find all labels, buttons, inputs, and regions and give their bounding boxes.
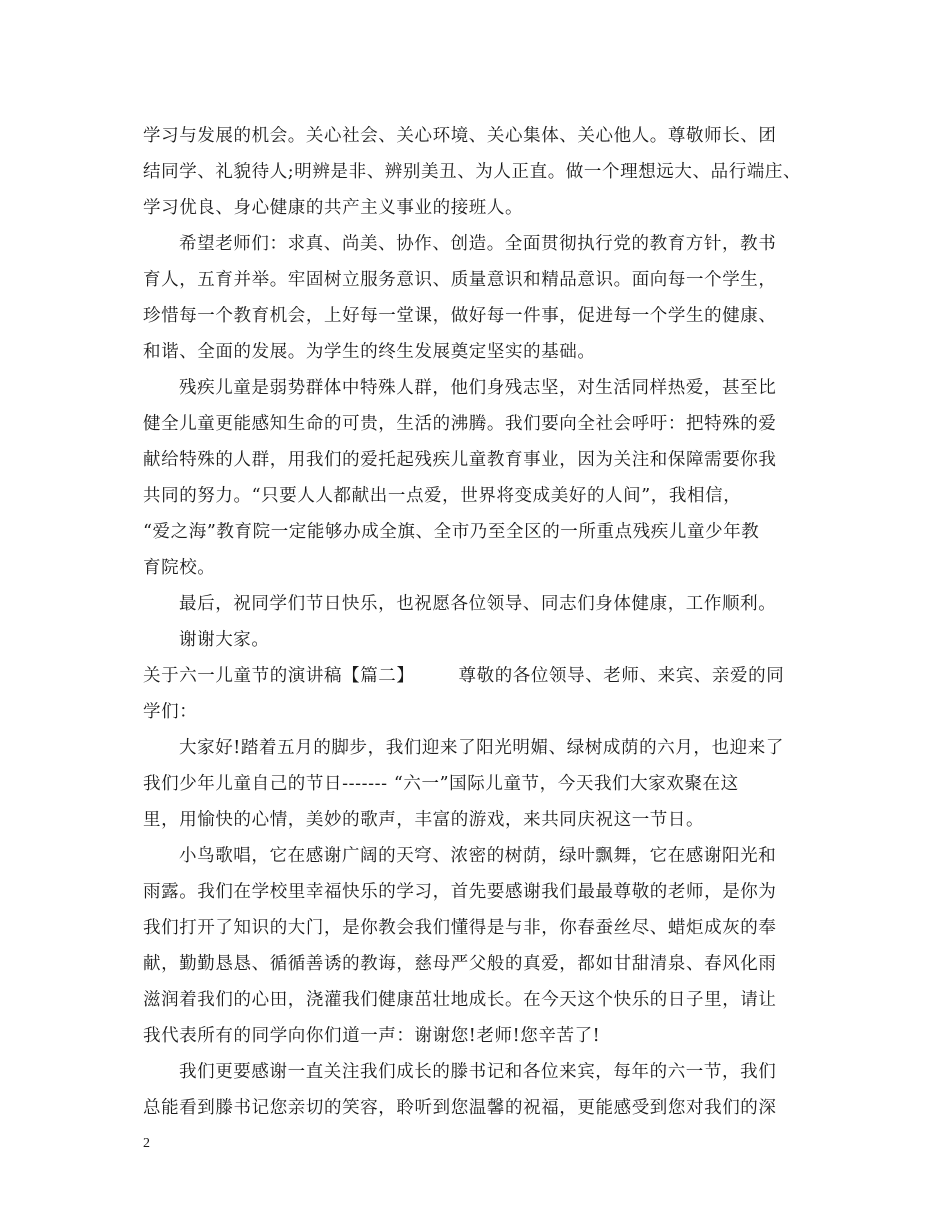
text-line: 献，勤勤恳恳、循循善诱的教诲，慈母严父般的真爱，都如甘甜清泉、春风化雨: [143, 954, 777, 974]
paragraph-start: 谢谢大家。: [179, 630, 270, 650]
document-body: [143, 118, 833, 1126]
greeting-text: 尊敬的各位领导、老师、来宾、亲爱的同: [458, 666, 785, 686]
text-line: 雨露。我们在学校里幸福快乐的学习，首先要感谢我们最最尊敬的老师，是你为: [143, 882, 777, 902]
section-title: 关于六一儿童节的演讲稿【篇二】: [143, 666, 415, 686]
text-line: 育人，五育并举。牢固树立服务意识、质量意识和精品意识。面向每一个学生，: [143, 270, 777, 290]
paragraph-start: 希望老师们：求真、尚美、协作、创造。全面贯彻执行党的教育方针，教书: [179, 234, 777, 254]
page-number: 2: [143, 1136, 150, 1151]
text-line: 我们打开了知识的大门，是你教会我们懂得是与非，你春蚕丝尽、蜡炬成灰的奉: [143, 918, 777, 938]
paragraph-start: 残疾儿童是弱势群体中特殊人群，他们身残志坚，对生活同样热爱，甚至比: [179, 378, 777, 398]
text-line: 献给特殊的人群，用我们的爱托起残疾儿童教育事业，因为关注和保障需要你我: [143, 450, 777, 470]
paragraph-start: 小鸟歌唱，它在感谢广阔的天穹、浓密的树荫，绿叶飘舞，它在感谢阳光和: [179, 846, 777, 866]
text-line: “爱之海”教育院一定能够办成全旗、全市乃至全区的一所重点残疾儿童少年教: [143, 522, 760, 542]
text-line: 滋润着我们的心田，浇灌我们健康茁壮地成长。在今天这个快乐的日子里，请让: [143, 990, 777, 1010]
text-line: 珍惜每一个教育机会，上好每一堂课，做好每一件事，促进每一个学生的健康、: [143, 306, 777, 326]
text-line: 健全儿童更能感知生命的可贵，生活的沸腾。我们要向全社会呼吁：把特殊的爱: [143, 414, 777, 434]
text-line: 和谐、全面的发展。为学生的终生发展奠定坚实的基础。: [143, 342, 596, 362]
text-line: 我们少年儿童自己的节日------- “六一”国际儿童节，今天我们大家欢聚在这: [143, 774, 739, 794]
heading-gap: [415, 658, 459, 694]
text-line: 结同学、礼貌待人;明辨是非、辨别美丑、为人正直。做一个理想远大、品行端庄、: [143, 162, 802, 182]
text-line: 里，用愉快的心情，美妙的歌声，丰富的游戏，来共同庆祝这一节日。: [143, 810, 705, 830]
text-line: 育院校。: [143, 558, 216, 578]
paragraph-start: 大家好!踏着五月的脚步，我们迎来了阳光明媚、绿树成荫的六月，也迎来了: [179, 738, 784, 758]
section-heading-line: [143, 658, 833, 694]
text-line: 总能看到滕书记您亲切的笑容，聆听到您温馨的祝福，更能感受到您对我们的深: [143, 1098, 777, 1118]
text-line: 学们：: [143, 702, 198, 722]
paragraph-start: 我们更要感谢一直关注我们成长的滕书记和各位来宾，每年的六一节，我们: [179, 1062, 777, 1082]
text-line: 我代表所有的同学向你们道一声：谢谢您!老师!您辛苦了!: [143, 1026, 601, 1046]
text-line: 共同的努力。“只要人人都献出一点爱，世界将变成美好的人间”，我相信，: [143, 486, 742, 506]
text-line: 学习优良、身心健康的共产主义事业的接班人。: [143, 198, 524, 218]
text-line: 学习与发展的机会。关心社会、关心环境、关心集体、关心他人。尊敬师长、团: [143, 126, 777, 146]
paragraph-start: 最后，祝同学们节日快乐，也祝愿各位领导、同志们身体健康，工作顺利。: [179, 594, 777, 614]
